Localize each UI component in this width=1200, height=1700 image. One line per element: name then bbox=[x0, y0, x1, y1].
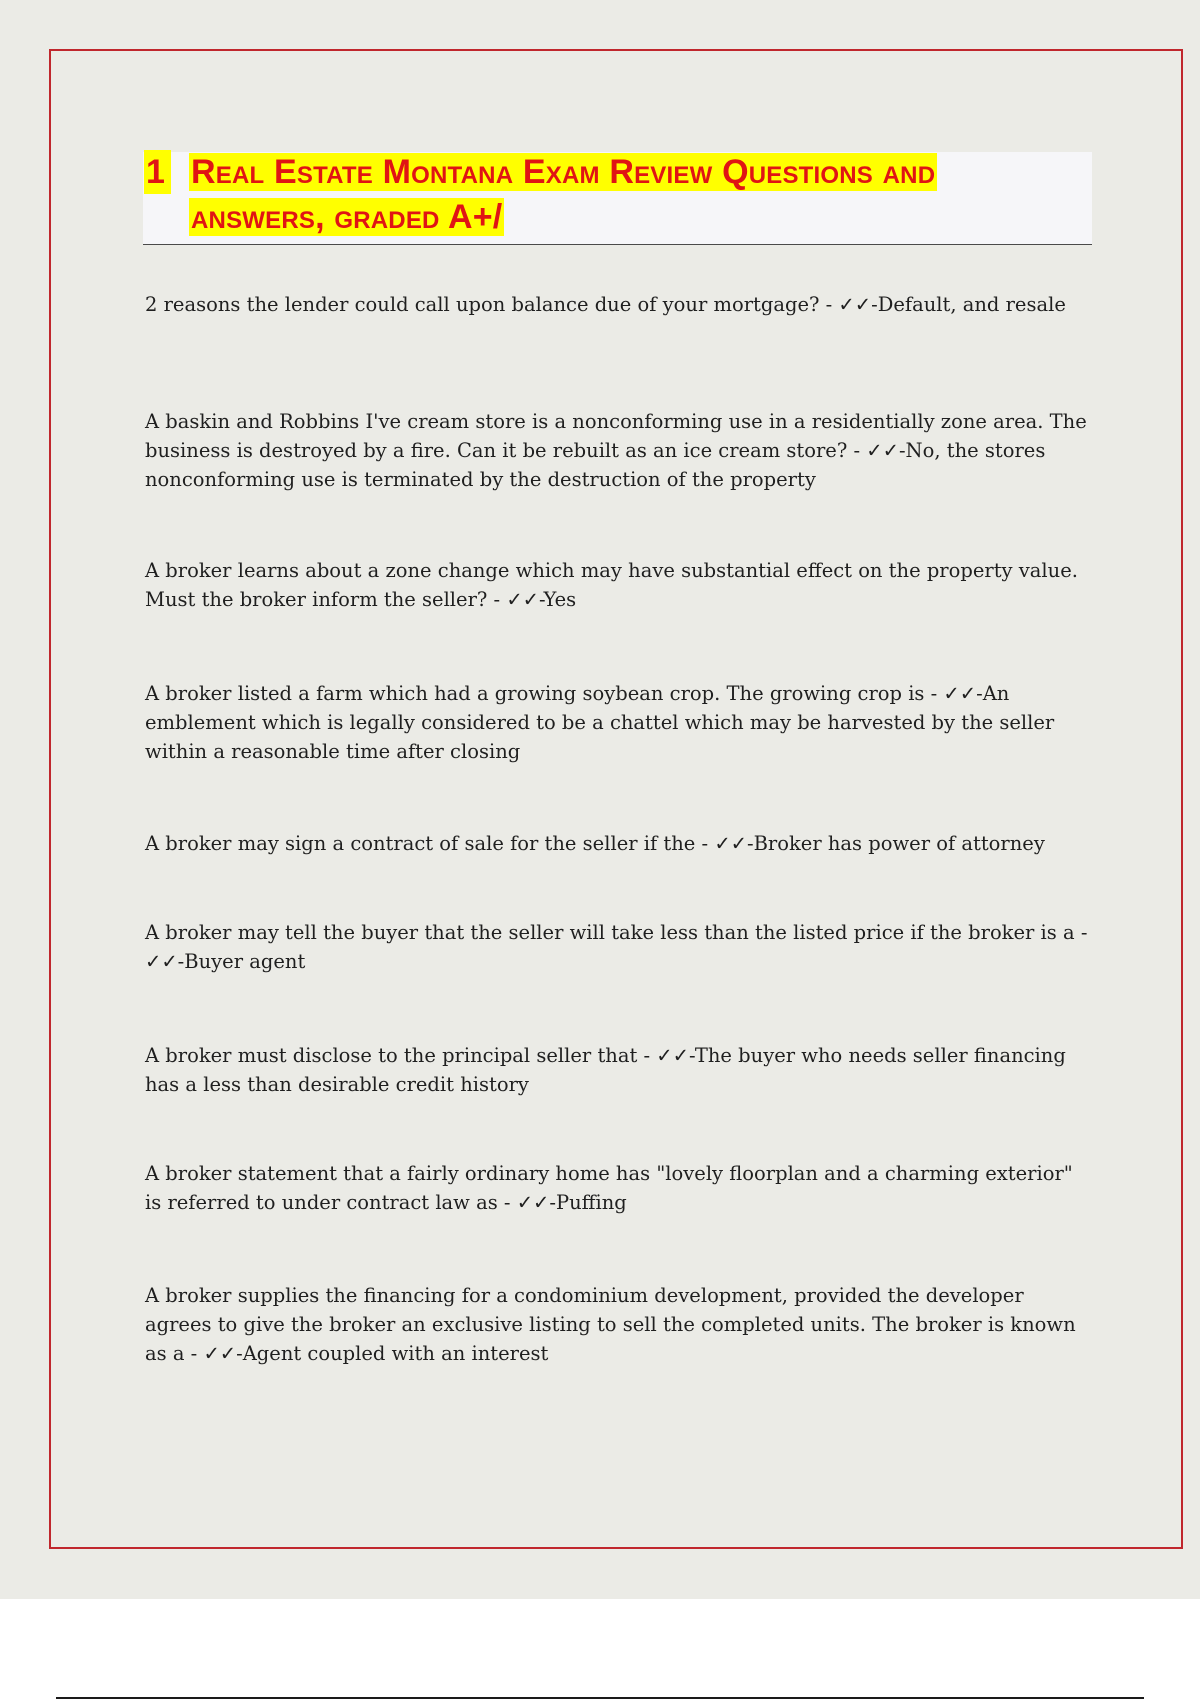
qa-item-9: A broker supplies the financing for a condominium development, provided the developer agrees to give the broker an exclusive listing to sell the completed units. The broker is known as a - ✓✓-Agent coupled with an interest bbox=[145, 1284, 1076, 1365]
document-title-text: Real Estate Montana Exam Review Questions and answers, graded A+/ bbox=[191, 153, 936, 236]
qa-item-4: A broker listed a farm which had a growing soybean crop. The growing crop is - ✓✓-An emblement which is legally considered to be a chattel which may be harvested by the seller within a reasonable time after closing bbox=[145, 682, 1055, 763]
qa-item-8: A broker statement that a fairly ordinary home has "lovely floorplan and a charming exterior" is referred to under contract law as - ✓✓-Puffing bbox=[145, 1162, 1073, 1214]
qa-item-2: A baskin and Robbins I've cream store is a nonconforming use in a residentially zone area. The business is destroyed by a fire. Can it be rebuilt as an ice cream store? - ✓✓-No, the stores nonconforming use is terminated by the destruction of the property bbox=[145, 410, 1087, 491]
qa-item-1: 2 reasons the lender could call upon balance due of your mortgage? - ✓✓-Default, and resale bbox=[145, 293, 1066, 316]
qa-item-6: A broker may tell the buyer that the seller will take less than the listed price if the broker is a - ✓✓-Buyer agent bbox=[145, 921, 1088, 973]
document-title bbox=[189, 150, 1069, 240]
qa-item-5: A broker may sign a contract of sale for the seller if the - ✓✓-Broker has power of attorney bbox=[145, 832, 1045, 855]
qa-item-3: A broker learns about a zone change which may have substantial effect on the property value. Must the broker inform the seller? - ✓✓-Yes bbox=[145, 559, 1078, 611]
qa-item-7: A broker must disclose to the principal seller that - ✓✓-The buyer who needs seller financing has a less than desirable credit history bbox=[145, 1044, 1066, 1096]
section-number: 1 bbox=[144, 150, 171, 194]
footer-divider bbox=[56, 1697, 1144, 1699]
